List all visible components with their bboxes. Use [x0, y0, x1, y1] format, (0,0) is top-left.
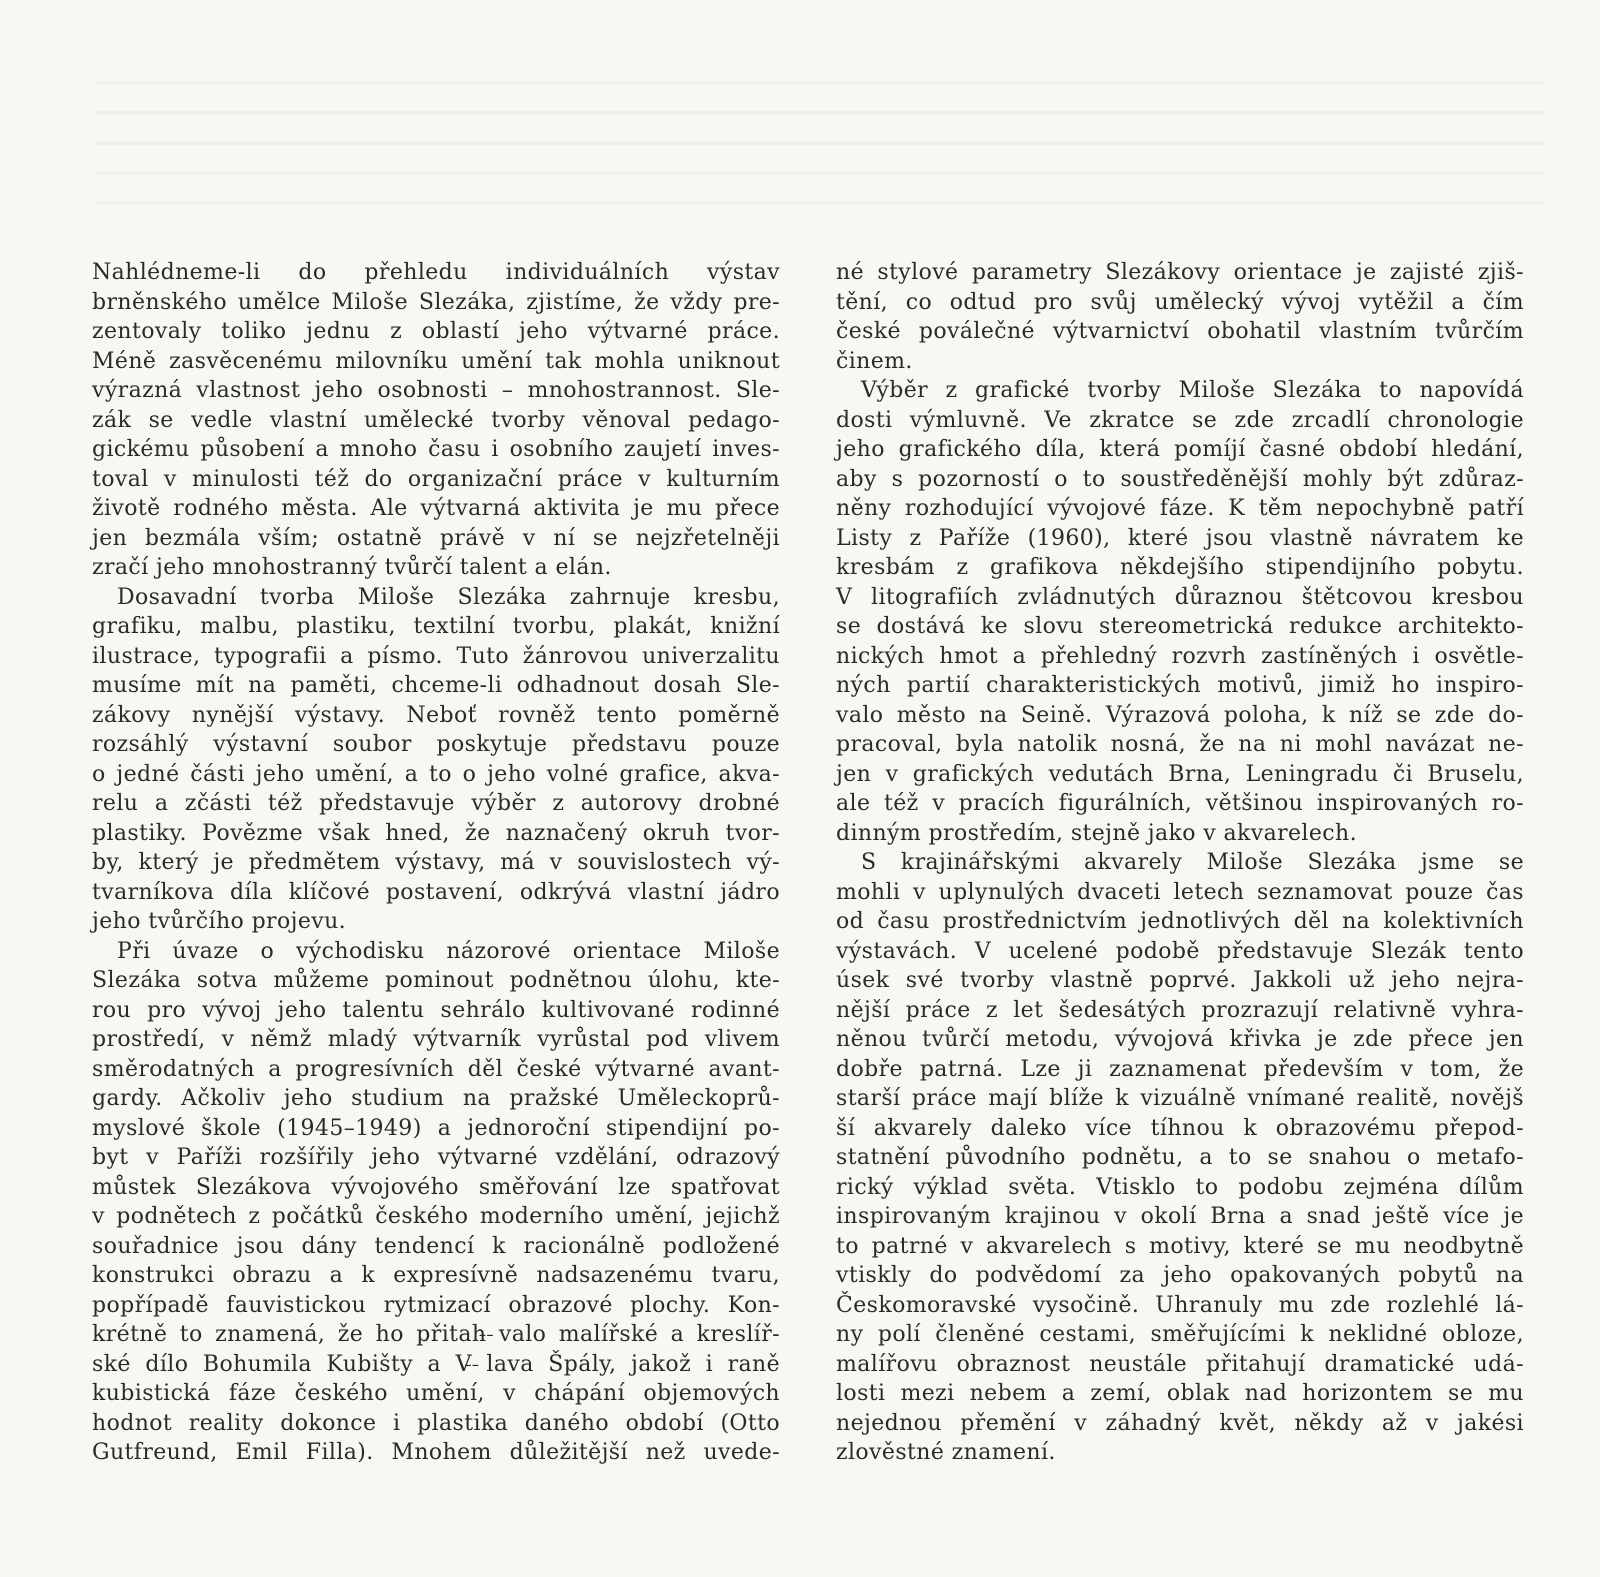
- text-line: aby s pozorností o to soustředěnější mohly být zdůraz-: [836, 466, 1524, 492]
- text-line: dobře patrná. Lze ji zaznamenat především v tom, že: [836, 1056, 1524, 1082]
- text-line: rou pro vývoj jeho talentu sehrálo kultivované rodinné: [92, 997, 780, 1023]
- text-line: S krajinářskými akvarely Miloše Slezáka jsme se: [861, 850, 1524, 875]
- text-line: Listy z Paříže (1960), které jsou vlastně návratem ke: [836, 525, 1524, 551]
- text-line: to patrné v akvarelech s motivy, které se mu neodbytně: [836, 1233, 1524, 1259]
- text-line: životě rodného města. Ale výtvarná aktivita je mu přece: [92, 496, 780, 521]
- text-line: krétně to znamená, že ho přitah̵ ̵valo malířské a kreslíř-: [92, 1322, 780, 1347]
- text-line: prostředí, v němž mladý výtvarník vyrůstal pod vlivem: [92, 1027, 780, 1052]
- text-line: ší akvarely daleko více tíhnou k obrazovému přepod-: [836, 1115, 1524, 1141]
- text-line: činem.: [836, 348, 913, 374]
- text-line: od času prostřednictvím jednotlivých děl na kolektivních: [836, 909, 1524, 934]
- text-line: mohli v uplynulých dvaceti letech seznamovat pouze čas: [836, 879, 1524, 905]
- text-line: malířovu obraznost neustále přitahují dramatické udá-: [836, 1351, 1524, 1377]
- text-line: Dosavadní tvorba Miloše Slezáka zahrnuje kresbu,: [117, 584, 780, 610]
- text-line: losti mezi nebem a zemí, oblak nad horizontem se mu: [836, 1381, 1524, 1406]
- text-line: zentovaly toliko jednu z oblastí jeho výtvarné práce.: [92, 319, 780, 344]
- text-line: ny polí členěné cestami, směřujícími k neklidné obloze,: [836, 1322, 1524, 1347]
- text-line: nější práce z let šedesátých prozrazují relativně vyhra-: [836, 997, 1524, 1023]
- text-line: toval v minulosti též do organizační práce v kulturním: [92, 466, 780, 492]
- text-line: myslové škole (1945–1949) a jednoroční stipendijní po-: [92, 1115, 780, 1141]
- text-line: kresbám z grafikova někdejšího stipendijního pobytu.: [836, 555, 1524, 580]
- text-line: tvarníkova díla klíčové postavení, odkrývá vlastní jádro: [92, 879, 780, 905]
- text-line: zlověstné znamení.: [836, 1440, 1056, 1465]
- text-line: byt v Paříži rozšířily jeho výtvarné vzdělání, odrazový: [92, 1145, 780, 1170]
- text-line: ské dílo Bohumila Kubišty a V̵ ̵lava Špály, jakož i raně: [92, 1351, 780, 1377]
- text-line: dinným prostředím, stejně jako v akvarelech.: [836, 820, 1357, 846]
- text-line: dosti výmluvně. Ve zkratce se zde zrcadlí chronologie: [836, 407, 1524, 433]
- text-line: V litografiích zvládnutých důraznou štětcovou kresbou: [836, 584, 1524, 610]
- text-line: ilustrace, typografii a písmo. Tuto žánrovou univerzalitu: [92, 643, 780, 669]
- text-line: Při úvaze o východisku názorové orientace Miloše: [117, 938, 780, 964]
- right-text-column: [836, 258, 1524, 1468]
- text-line: pracoval, byla natolik nosná, že na ni mohl navázat ne-: [836, 732, 1524, 757]
- text-line: gickému působení a mnoho času i osobního zaujetí inves-: [92, 437, 780, 462]
- text-line: výrazná vlastnost jeho osobnosti – mnohostrannost. Sle-: [92, 378, 780, 403]
- text-line: popřípadě fauvistickou rytmizací obrazové plochy. Kon-: [92, 1292, 780, 1318]
- text-line: grafiku, malbu, plastiku, textilní tvorbu, plakát, knižní: [92, 614, 780, 639]
- text-line: Gutfreund, Emil Filla). Mnohem důležitější než uvede-: [92, 1440, 780, 1465]
- text-line: konstrukci obrazu a k expresívně nadsazenému tvaru,: [92, 1263, 780, 1288]
- text-line: nických hmot a přehledný rozvrh zastíněných i osvětle-: [836, 643, 1524, 669]
- text-line: gardy. Ačkoliv jeho studium na pražské Uměleckoprů-: [92, 1086, 780, 1111]
- text-line: směrodatných a progresívních děl české výtvarné avant-: [92, 1056, 780, 1082]
- text-line: brněnského umělce Miloše Slezáka, zjistíme, že vždy pre-: [92, 289, 780, 315]
- text-line: valo město na Seině. Výrazová poloha, k níž se zde do-: [836, 702, 1524, 728]
- text-line: vtiskly do podvědomí za jeho opakovaných pobytů na: [836, 1263, 1524, 1288]
- text-line: Méně zasvěcenému milovníku umění tak mohla uniknout: [92, 348, 780, 374]
- text-line: nejednou přemění v záhadný květ, někdy až v jakési: [836, 1410, 1524, 1436]
- text-line: ale též v pracích figurálních, většinou inspirovaných ro-: [836, 791, 1524, 816]
- text-line: zákovy nynější výstavy. Neboť rovněž tento poměrně: [92, 702, 780, 728]
- text-line: jen v grafických vedutách Brna, Leningradu či Bruselu,: [836, 761, 1524, 787]
- text-line: rozsáhlý výstavní soubor poskytuje představu pouze: [92, 732, 780, 757]
- text-line: musíme mít na paměti, chceme-li odhadnout dosah Sle-: [92, 673, 780, 698]
- text-line: hodnot reality dokonce i plastika daného období (Otto: [92, 1410, 780, 1436]
- text-line: jen bezmála vším; ostatně právě v ní se nejzřetelněji: [92, 525, 780, 551]
- text-line: Českomoravské vysočině. Uhranuly mu zde rozlehlé lá-: [836, 1292, 1524, 1318]
- text-line: jeho tvůrčího projevu.: [92, 909, 347, 934]
- text-line: kubistická fáze českého umění, v chápání objemových: [92, 1381, 780, 1406]
- text-line: né stylové parametry Slezákovy orientace je zajisté zjiš-: [836, 260, 1524, 285]
- text-line: něny rozhodující vývojové fáze. K těm nepochybně patří: [836, 496, 1524, 521]
- text-line: o jedné části jeho umění, a to o jeho volné grafice, akva-: [92, 761, 780, 787]
- text-line: plastiky. Povězme však hned, že naznačený okruh tvor-: [92, 820, 780, 846]
- text-line: úsek své tvorby vlastně poprvé. Jakkoli už jeho nejra-: [836, 968, 1524, 993]
- text-line: ných partií charakteristických motivů, jimiž ho inspiro-: [836, 673, 1524, 698]
- text-line: tění, co odtud pro svůj umělecký vývoj vytěžil a čím: [836, 289, 1524, 315]
- text-line: relu a zčásti též představuje výběr z autorovy drobné: [92, 791, 780, 816]
- text-line: se dostává ke slovu stereometrická redukce architekto-: [836, 614, 1524, 639]
- text-line: Nahlédneme-li do přehledu individuálních výstav: [92, 260, 780, 285]
- text-line: rický výklad světa. Vtisklo to podobu zejména dílům: [836, 1174, 1524, 1200]
- show-through-texture: [95, 55, 1545, 225]
- text-line: souřadnice jsou dány tendencí k racionálně podložené: [92, 1233, 780, 1259]
- text-line: zák se vedle vlastní umělecké tvorby věnoval pedago-: [92, 407, 780, 433]
- text-line: můstek Slezákova vývojového směřování lze spatřovat: [92, 1174, 780, 1200]
- text-line: výstavách. V ucelené podobě představuje Slezák tento: [836, 938, 1524, 964]
- text-line: jeho grafického díla, která pomíjí časné období hledání,: [836, 437, 1524, 462]
- text-line: zračí jeho mnohostranný tvůrčí talent a elán.: [92, 555, 612, 580]
- text-line: Výběr z grafické tvorby Miloše Slezáka to napovídá: [861, 378, 1524, 403]
- text-line: by, který je předmětem výstavy, má v souvislostech vý-: [92, 850, 780, 875]
- text-line: Slezáka sotva můžeme pominout podnětnou úlohu, kte-: [92, 968, 780, 993]
- text-line: inspirovaným krajinou v okolí Brna a snad ještě více je: [836, 1204, 1524, 1229]
- text-line: české poválečné výtvarnictví obohatil vlastním tvůrčím: [836, 319, 1524, 344]
- text-line: statnění původního podnětu, a to se snahou o metafo-: [836, 1145, 1524, 1170]
- text-line: v podnětech z počátků českého moderního umění, jejichž: [92, 1204, 780, 1229]
- left-text-column: [92, 258, 780, 1468]
- text-line: starší práce mají blíže k vizuálně vnímané realitě, novějš: [836, 1086, 1524, 1111]
- text-line: něnou tvůrčí metodu, vývojová křivka je zde přece jen: [836, 1027, 1524, 1052]
